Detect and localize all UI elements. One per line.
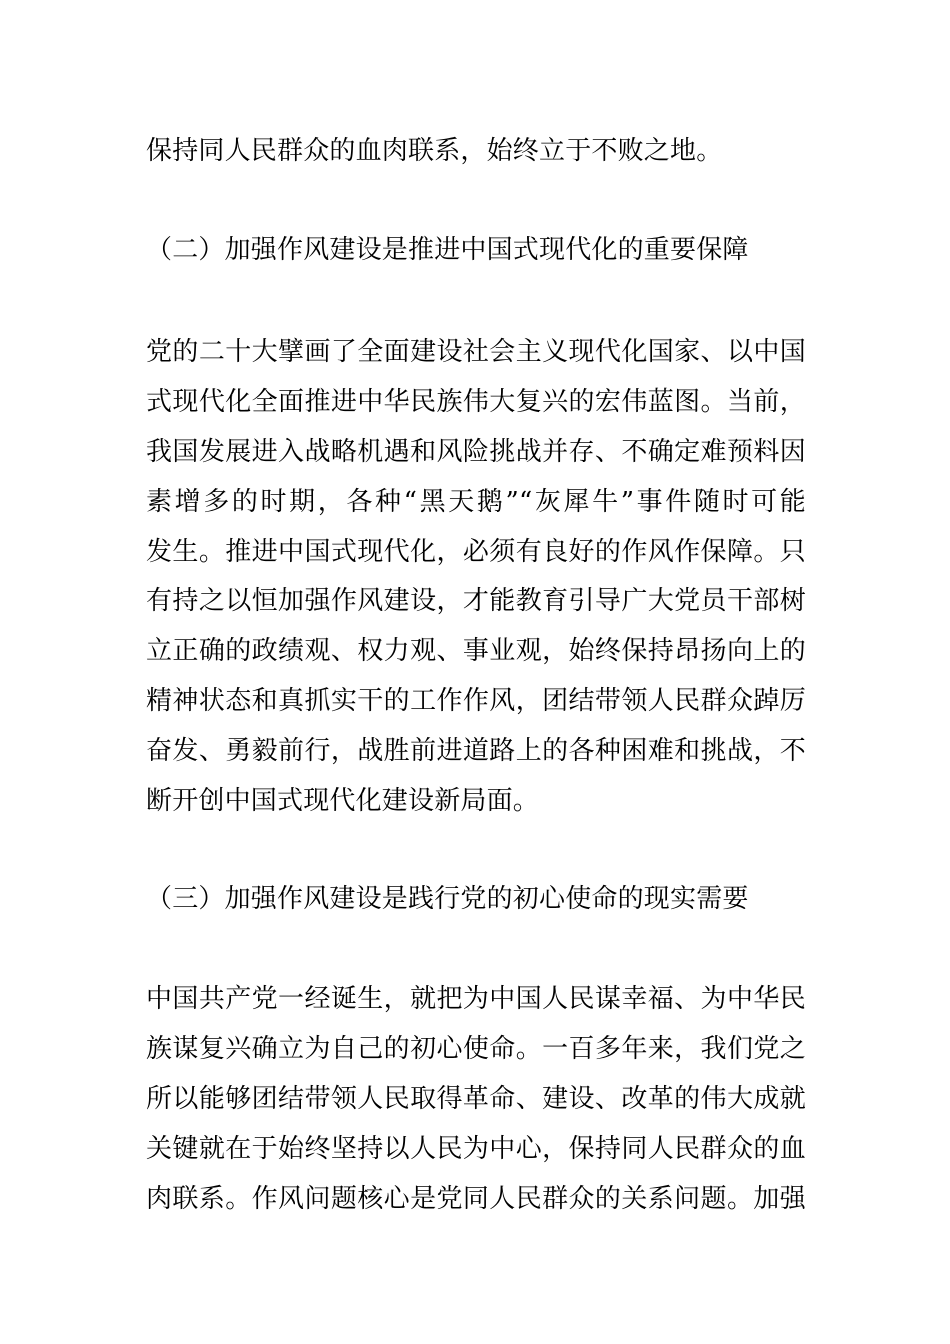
paragraph-line: 党的二十大擘画了全面建设社会主义现代化国家、以中国: [146, 337, 806, 367]
paragraph-line: 族谋复兴确立为自己的初心使命。一百多年来，我们党之: [146, 1034, 806, 1064]
paragraph-line: 式现代化全面推进中华民族伟大复兴的宏伟蓝图。当前，: [146, 387, 806, 417]
section-heading-3: （三）加强作风建设是践行党的初心使命的现实需要: [146, 884, 749, 914]
paragraph-line: 保持同人民群众的血肉联系，始终立于不败之地。: [146, 136, 723, 166]
paragraph-line: 肉联系。作风问题核心是党同人民群众的关系问题。加强: [146, 1184, 806, 1214]
paragraph-line: 关键就在于始终坚持以人民为中心，保持同人民群众的血: [146, 1134, 806, 1164]
paragraph-line: 中国共产党一经诞生，就把为中国人民谋幸福、为中华民: [146, 984, 806, 1014]
paragraph-line: 奋发、勇毅前行，战胜前进道路上的各种困难和挑战，不: [146, 736, 806, 766]
paragraph-line: 所以能够团结带领人民取得革命、建设、改革的伟大成就: [146, 1084, 806, 1114]
paragraph-line: 我国发展进入战略机遇和风险挑战并存、不确定难预料因: [146, 437, 806, 467]
section-heading-2: （二）加强作风建设是推进中国式现代化的重要保障: [146, 235, 749, 265]
paragraph-line: 有持之以恒加强作风建设，才能教育引导广大党员干部树: [146, 586, 806, 616]
paragraph-line: 发生。推进中国式现代化，必须有良好的作风作保障。只: [146, 537, 806, 567]
paragraph-line: 立正确的政绩观、权力观、事业观，始终保持昂扬向上的: [146, 636, 806, 666]
paragraph-line: 素增多的时期，各种“黑天鹅”“灰犀牛”事件随时可能: [146, 487, 806, 517]
paragraph-line: 断开创中国式现代化建设新局面。: [146, 786, 540, 816]
paragraph-line: 精神状态和真抓实干的工作作风，团结带领人民群众踔厉: [146, 686, 806, 716]
